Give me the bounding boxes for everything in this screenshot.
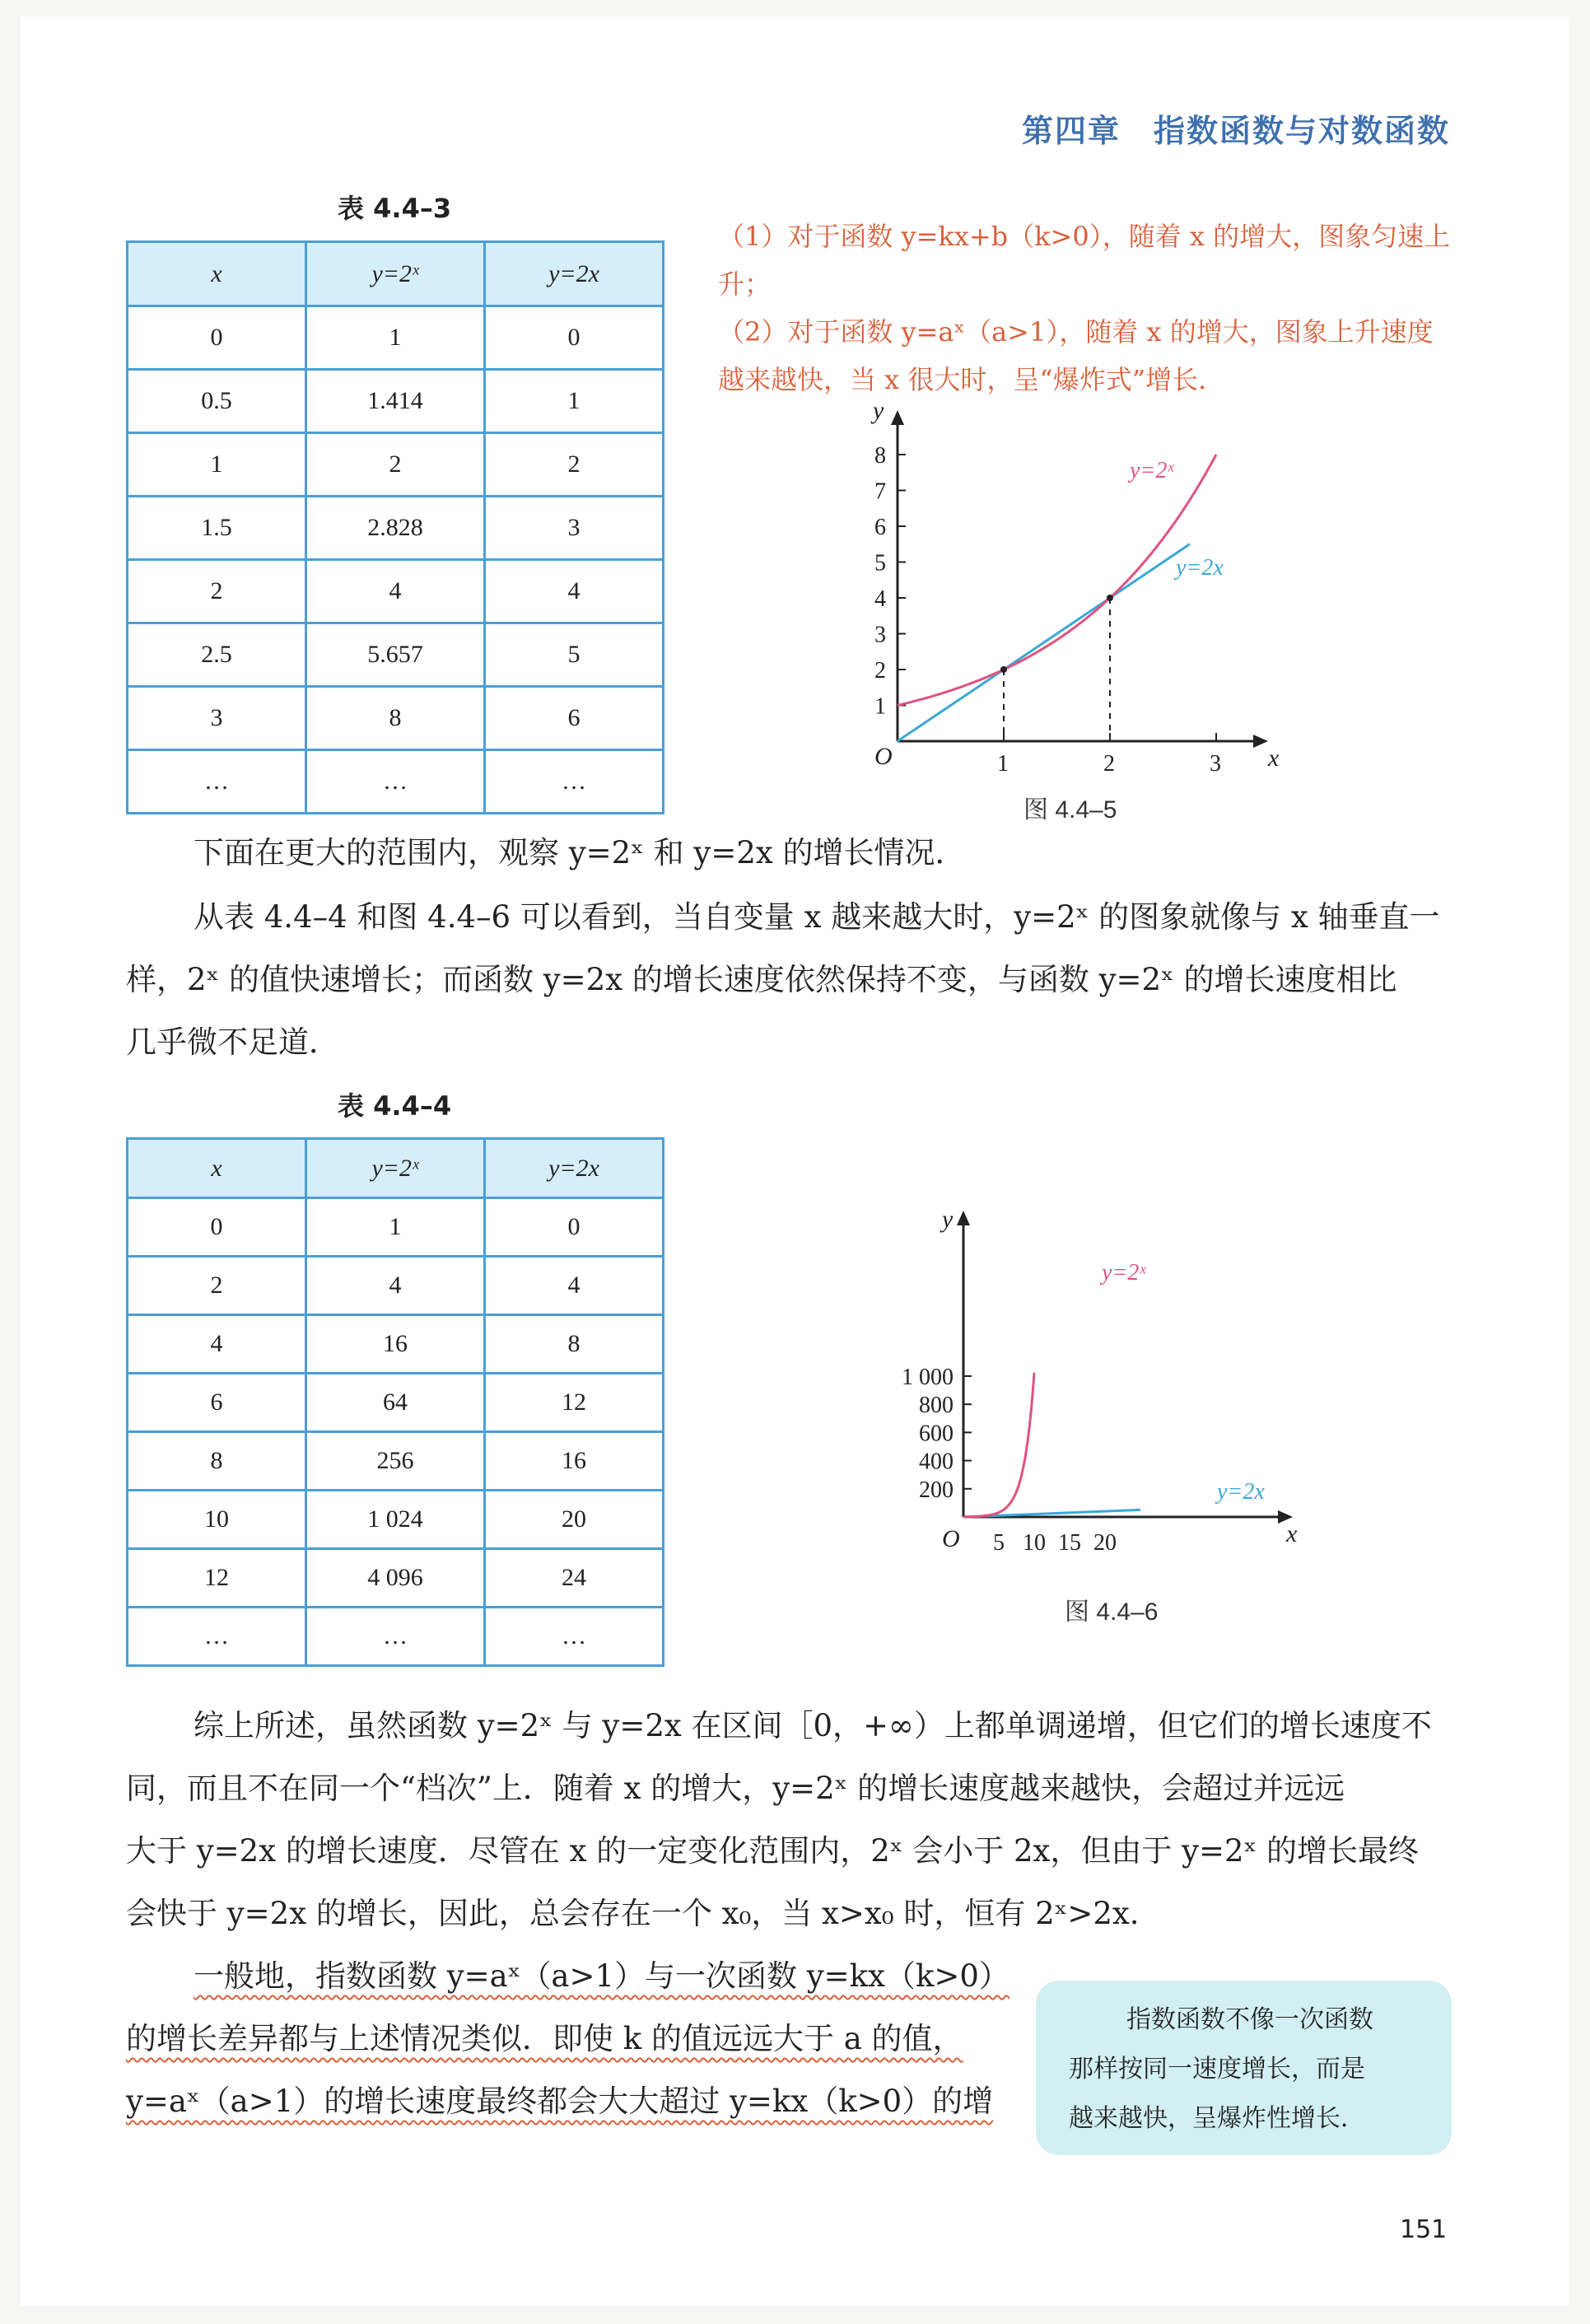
- figure1-y-tick-label: 2: [874, 658, 886, 684]
- table-cell: 4: [306, 1257, 485, 1315]
- paragraph-line: 会快于 y=2x 的增长，因此，总会存在一个 x₀，当 x>x₀ 时，恒有 2ˣ>2x.: [126, 1896, 1140, 1931]
- emphasized-line: 的增长差异都与上述情况类似．即使 k 的值远远大于 a 的值，: [126, 2021, 963, 2056]
- table-cell: 4: [485, 1257, 664, 1315]
- figure1-y-tick-label: 8: [874, 443, 886, 469]
- sidebar-note: [1036, 1981, 1452, 2155]
- table-cell: 1: [128, 433, 306, 497]
- figure1-y-arrow: [891, 410, 904, 425]
- figure2-exp-label: y=2ˣ: [1102, 1260, 1146, 1286]
- table-cell: 6: [485, 687, 664, 750]
- table-header-row: [128, 242, 664, 306]
- chapter-number: 第四章: [1021, 113, 1121, 149]
- table-cell: 0: [485, 1198, 664, 1257]
- figure1-y-label: y: [873, 397, 884, 424]
- paragraph-3: [126, 1695, 1460, 1945]
- figure1-origin: O: [874, 743, 893, 770]
- figure1-x-label: x: [1268, 744, 1280, 772]
- table-cell: 16: [306, 1315, 485, 1374]
- table-cell: 24: [485, 1549, 664, 1608]
- figure2-caption: 图 4.4–6: [1065, 1598, 1159, 1626]
- figure2-y-tick-label: 600: [919, 1421, 954, 1447]
- table-header-row: [128, 1139, 664, 1198]
- table-cell: 1.414: [306, 370, 485, 433]
- figure1-y-tick-label: 6: [874, 515, 886, 540]
- note-line: 越来越快，当 x 很大时，呈“爆炸式”增长．: [718, 364, 1225, 395]
- figure2-x-tick-label: 10: [1023, 1530, 1046, 1556]
- table-cell: 256: [306, 1432, 485, 1491]
- column-header: y=2ˣ: [306, 1139, 485, 1198]
- note-line: （2）对于函数 y=aˣ（a>1），随着 x 的增大，图象上升速度: [718, 316, 1434, 348]
- figure2-origin: O: [942, 1525, 960, 1552]
- table-cell: …: [128, 750, 306, 814]
- figure1-linear-curve: [898, 544, 1190, 741]
- table-cell: 8: [128, 1432, 306, 1491]
- table-cell: 0: [128, 306, 306, 370]
- table-cell: 1: [485, 370, 664, 433]
- table-row: [128, 560, 664, 623]
- figure1-intersection-point: [1000, 666, 1007, 673]
- paragraph-2: [126, 886, 1460, 1074]
- figure1-graph: [856, 395, 1350, 782]
- paragraph-line: 样，2ˣ 的值快速增长；而函数 y=2x 的增长速度依然保持不变，与函数 y=2ˣ 的增长速度相比: [126, 962, 1397, 997]
- figure2-y-tick-label: 400: [919, 1449, 954, 1475]
- table-cell: 0: [128, 1198, 306, 1257]
- table-cell: 2: [128, 1257, 306, 1315]
- figure2-exponential-curve: [963, 1373, 1034, 1517]
- figure2-y-arrow: [957, 1211, 970, 1225]
- table-row: [128, 1315, 664, 1374]
- table-row: [128, 1491, 664, 1549]
- column-header: x: [128, 242, 306, 306]
- table-cell: 2: [485, 433, 664, 497]
- table-cell: 4: [485, 560, 664, 623]
- table-cell: …: [306, 1608, 485, 1666]
- table-cell: …: [485, 750, 664, 814]
- figure1-intersection-point: [1107, 595, 1113, 601]
- table-cell: 4: [306, 560, 485, 623]
- paragraph-line: 从表 4.4–4 和图 4.4–6 可以看到，当自变量 x 越来越大时，y=2ˣ 的图象就像与 x 轴垂直一: [194, 899, 1440, 935]
- table-row: [128, 497, 664, 560]
- chapter-header: [1022, 105, 1450, 151]
- figure1-x-tick-label: 1: [997, 751, 1009, 777]
- table-row: [128, 623, 664, 687]
- emphasized-line: y=aˣ（a>1）的增长速度最终都会大大超过 y=kx（k>0）的增: [126, 2084, 994, 2119]
- table-cell: 0: [485, 306, 664, 370]
- table-cell: 2.828: [306, 497, 485, 560]
- table-cell: 1: [306, 1198, 485, 1257]
- paragraph-1: 下面在更大的范围内，观察 y=2ˣ 和 y=2x 的增长情况．: [194, 835, 966, 870]
- figure1-x-arrow: [1253, 735, 1268, 748]
- figure1-y-tick-label: 4: [874, 586, 886, 612]
- table-cell: 5.657: [306, 623, 485, 687]
- column-header: y=2ˣ: [306, 242, 485, 306]
- figure1-y-tick-label: 3: [874, 622, 886, 648]
- table-row: [128, 750, 664, 814]
- figure1-caption: 图 4.4–5: [1023, 796, 1117, 824]
- figure2-x-label: x: [1286, 1520, 1298, 1547]
- table-row: [128, 433, 664, 497]
- figure2-y-tick-label: 1 000: [902, 1365, 954, 1390]
- table-cell: 6: [128, 1374, 306, 1432]
- sidebar-line: 那样按同一速度增长，而是: [1069, 2055, 1365, 2084]
- table-row: [128, 687, 664, 750]
- table-cell: …: [128, 1608, 306, 1666]
- table-row: [128, 1257, 664, 1315]
- table-cell: 0.5: [128, 370, 306, 433]
- chapter-title: 指数函数与对数函数: [1153, 113, 1450, 149]
- figure2-y-tick-label: 200: [919, 1477, 954, 1503]
- paragraph-line: 综上所述，虽然函数 y=2ˣ 与 y=2x 在区间［0，+∞）上都单调递增，但它们的增长速度不: [194, 1708, 1432, 1743]
- table-cell: 1.5: [128, 497, 306, 560]
- column-header: x: [128, 1139, 306, 1198]
- table-cell: 2: [306, 433, 485, 497]
- table-cell: 2: [128, 560, 306, 623]
- table-row: [128, 1608, 664, 1666]
- table-cell: 1 024: [306, 1491, 485, 1549]
- table-cell: 12: [128, 1549, 306, 1608]
- figure1-y-tick-label: 7: [874, 478, 886, 505]
- column-header: y=2x: [485, 1139, 664, 1198]
- paragraph-line: 大于 y=2x 的增长速度．尽管在 x 的一定变化范围内，2ˣ 会小于 2x，但由于 y=2ˣ 的增长最终: [126, 1833, 1420, 1869]
- page-number: 151: [1400, 2215, 1448, 2244]
- figure2-y-tick-label: 800: [919, 1393, 954, 1419]
- figure2-x-tick-label: 15: [1058, 1530, 1081, 1556]
- paragraph-4: [126, 1945, 1015, 2133]
- table-cell: …: [485, 1608, 664, 1666]
- table-cell: 5: [485, 623, 664, 687]
- figure1-x-tick-label: 3: [1210, 751, 1221, 777]
- figure2-graph: [873, 1202, 1317, 1573]
- table-row: [128, 306, 664, 370]
- figure2-x-tick-label: 20: [1093, 1530, 1117, 1556]
- figure1-y-tick-label: 5: [874, 550, 886, 576]
- table-cell: 8: [306, 687, 485, 750]
- table-cell: 1: [306, 306, 485, 370]
- table-cell: 12: [485, 1374, 664, 1432]
- table-row: [128, 1432, 664, 1491]
- table1-caption: 表 4.4–3: [338, 193, 452, 224]
- table-cell: 3: [485, 497, 664, 560]
- table-cell: 2.5: [128, 623, 306, 687]
- table-cell: 64: [306, 1374, 485, 1432]
- table-row: [128, 1549, 664, 1608]
- table2-caption: 表 4.4–4: [338, 1090, 452, 1122]
- figure2-lin-label: y=2x: [1217, 1479, 1265, 1505]
- figure2-y-label: y: [942, 1206, 954, 1233]
- table-cell: 4: [128, 1315, 306, 1374]
- table-cell: 20: [485, 1491, 664, 1549]
- figure1-exp-label: y=2ˣ: [1130, 458, 1174, 483]
- figure2-x-tick-label: 5: [993, 1530, 1005, 1556]
- sidebar-line: 越来越快，呈爆炸性增长．: [1069, 2104, 1365, 2133]
- table-cell: 8: [485, 1315, 664, 1374]
- table-row: [128, 370, 664, 433]
- figure1-y-tick-label: 1: [874, 693, 886, 720]
- table-row: [128, 1374, 664, 1432]
- growth-note: [718, 212, 1459, 404]
- sidebar-line: 指数函数不像一次函数: [1126, 2005, 1373, 2034]
- table2: [126, 1137, 664, 1667]
- figure1-exponential-curve: [898, 455, 1216, 706]
- table-cell: 3: [128, 687, 306, 750]
- figure1-lin-label: y=2x: [1176, 555, 1224, 581]
- table1: [126, 240, 664, 814]
- emphasized-line: 一般地，指数函数 y=aˣ（a>1）与一次函数 y=kx（k>0）: [194, 1958, 1009, 1994]
- column-header: y=2x: [485, 242, 664, 306]
- paragraph-line: 同，而且不在同一个“档次”上．随着 x 的增大，y=2ˣ 的增长速度越来越快，会超过并远远: [126, 1771, 1345, 1806]
- table-cell: 4 096: [306, 1549, 485, 1608]
- figure1-x-tick-label: 2: [1103, 751, 1115, 777]
- table-cell: 10: [128, 1491, 306, 1549]
- note-line: （1）对于函数 y=kx+b（k>0），随着 x 的增大，图象匀速上升；: [718, 221, 1451, 300]
- table-cell: …: [306, 750, 485, 814]
- table-cell: 16: [485, 1432, 664, 1491]
- paragraph-line: 几乎微不足道．: [126, 1024, 339, 1060]
- table-row: [128, 1198, 664, 1257]
